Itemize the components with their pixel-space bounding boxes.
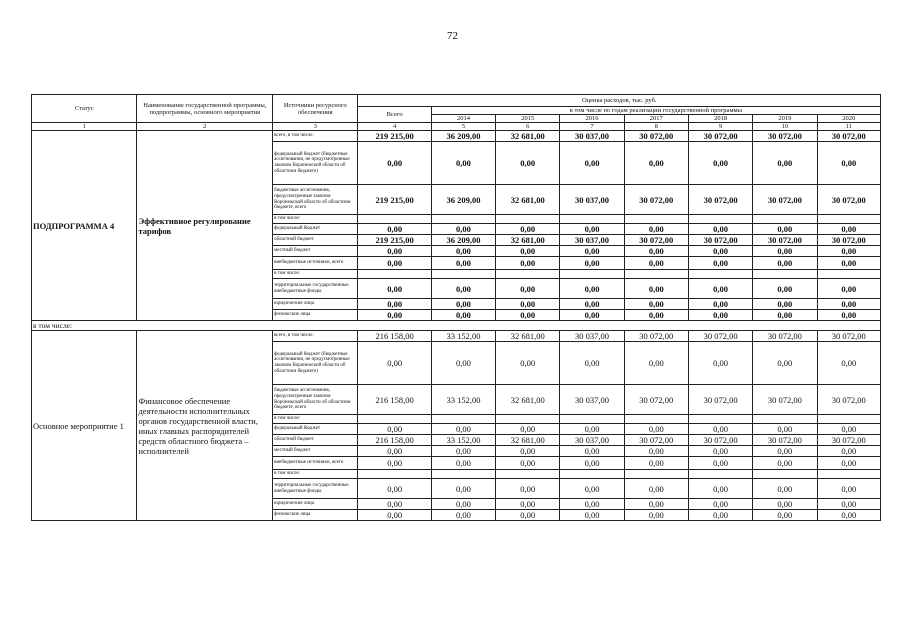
year-value-cell: 0,00 <box>817 499 881 510</box>
year-value-cell: 0,00 <box>753 246 817 257</box>
year-value-cell <box>753 270 817 279</box>
year-value-cell: 33 152,00 <box>431 435 495 446</box>
year-value-cell: 0,00 <box>624 479 688 499</box>
year-value-cell <box>560 215 624 224</box>
year-value-cell: 0,00 <box>688 310 752 321</box>
source-cell: местный бюджет <box>273 446 358 457</box>
source-cell: юридические лица <box>273 299 358 310</box>
source-cell: внебюджетные источники, всего <box>273 457 358 470</box>
year-value-cell: 30 072,00 <box>624 385 688 415</box>
total-value-cell: 219 215,00 <box>358 131 431 142</box>
year-value-cell: 30 037,00 <box>560 131 624 142</box>
year-value-cell <box>688 270 752 279</box>
year-value-cell: 0,00 <box>431 310 495 321</box>
year-value-cell <box>560 470 624 479</box>
year-value-cell: 0,00 <box>753 499 817 510</box>
year-value-cell: 0,00 <box>817 342 881 385</box>
year-value-cell: 0,00 <box>560 446 624 457</box>
year-value-cell: 30 072,00 <box>817 435 881 446</box>
year-value-cell: 30 072,00 <box>624 235 688 246</box>
year-value-cell: 0,00 <box>624 342 688 385</box>
year-value-cell: 0,00 <box>688 246 752 257</box>
expenditure-table <box>31 94 881 521</box>
source-cell: в том числе: <box>273 415 358 424</box>
col-num: 2 <box>137 123 273 131</box>
col-num: 11 <box>817 123 881 131</box>
table-row <box>32 331 881 342</box>
year-value-cell: 0,00 <box>496 257 560 270</box>
total-value-cell: 0,00 <box>358 510 431 521</box>
year-value-cell: 0,00 <box>688 424 752 435</box>
year-value-cell: 0,00 <box>624 246 688 257</box>
header-year: 2016 <box>560 115 624 123</box>
source-cell: физические лица <box>273 510 358 521</box>
year-value-cell: 30 037,00 <box>560 435 624 446</box>
total-value-cell: 0,00 <box>358 446 431 457</box>
year-value-cell <box>560 270 624 279</box>
total-value-cell: 216 158,00 <box>358 331 431 342</box>
total-value-cell <box>358 270 431 279</box>
year-value-cell: 32 681,00 <box>496 235 560 246</box>
total-value-cell: 216 158,00 <box>358 435 431 446</box>
year-value-cell: 30 072,00 <box>753 331 817 342</box>
year-value-cell: 0,00 <box>431 499 495 510</box>
source-cell: всего, в том числе: <box>273 131 358 142</box>
source-cell: местный бюджет <box>273 246 358 257</box>
year-value-cell: 0,00 <box>753 310 817 321</box>
year-value-cell: 30 072,00 <box>624 131 688 142</box>
year-value-cell: 33 152,00 <box>431 385 495 415</box>
source-cell: территориальные государственные внебюджетные фонды <box>273 479 358 499</box>
year-value-cell: 0,00 <box>431 299 495 310</box>
year-value-cell: 0,00 <box>753 279 817 299</box>
year-value-cell <box>624 215 688 224</box>
year-value-cell: 0,00 <box>496 479 560 499</box>
source-cell: в том числе: <box>273 470 358 479</box>
year-value-cell: 0,00 <box>431 479 495 499</box>
year-value-cell: 0,00 <box>753 224 817 235</box>
year-value-cell: 0,00 <box>753 257 817 270</box>
year-value-cell: 30 072,00 <box>624 435 688 446</box>
col-num: 3 <box>273 123 358 131</box>
year-value-cell: 30 072,00 <box>753 185 817 215</box>
year-value-cell: 0,00 <box>496 299 560 310</box>
total-value-cell: 0,00 <box>358 142 431 185</box>
total-value-cell: 0,00 <box>358 310 431 321</box>
year-value-cell: 36 209,00 <box>431 131 495 142</box>
year-value-cell: 0,00 <box>431 279 495 299</box>
source-cell: внебюджетные источники, всего <box>273 257 358 270</box>
year-value-cell: 0,00 <box>753 510 817 521</box>
year-value-cell: 0,00 <box>624 224 688 235</box>
header-year: 2014 <box>431 115 495 123</box>
year-value-cell: 0,00 <box>624 499 688 510</box>
year-value-cell <box>753 415 817 424</box>
year-value-cell: 0,00 <box>560 424 624 435</box>
year-value-cell: 0,00 <box>431 224 495 235</box>
year-value-cell: 0,00 <box>431 446 495 457</box>
year-value-cell: 0,00 <box>688 142 752 185</box>
total-value-cell: 0,00 <box>358 499 431 510</box>
year-value-cell <box>753 215 817 224</box>
year-value-cell: 30 037,00 <box>560 185 624 215</box>
header-sources: Источники ресурсного обеспечения <box>273 95 358 123</box>
header-status: Статус <box>32 95 137 123</box>
year-value-cell <box>817 470 881 479</box>
year-value-cell: 0,00 <box>753 446 817 457</box>
year-value-cell: 0,00 <box>496 446 560 457</box>
year-value-cell: 0,00 <box>753 479 817 499</box>
source-cell: территориальные государственные внебюджетные фонды <box>273 279 358 299</box>
year-value-cell: 30 072,00 <box>688 435 752 446</box>
source-cell: областной бюджет <box>273 235 358 246</box>
year-value-cell: 0,00 <box>431 510 495 521</box>
year-value-cell: 30 072,00 <box>688 385 752 415</box>
year-value-cell <box>624 415 688 424</box>
header-by-years: в том числе по годам реализации государственной программы <box>431 107 880 115</box>
page-number: 72 <box>447 30 458 42</box>
col-num: 7 <box>560 123 624 131</box>
year-value-cell: 0,00 <box>496 510 560 521</box>
year-value-cell: 30 072,00 <box>817 131 881 142</box>
year-value-cell: 0,00 <box>431 457 495 470</box>
year-value-cell: 30 072,00 <box>688 185 752 215</box>
status-cell: Основное мероприятие 1 <box>32 331 137 521</box>
source-cell: федеральный бюджет <box>273 424 358 435</box>
total-value-cell: 0,00 <box>358 257 431 270</box>
year-value-cell <box>560 415 624 424</box>
col-num: 10 <box>753 123 817 131</box>
year-value-cell: 0,00 <box>817 446 881 457</box>
year-value-cell: 30 072,00 <box>817 185 881 215</box>
total-value-cell: 0,00 <box>358 299 431 310</box>
year-value-cell: 0,00 <box>496 424 560 435</box>
year-value-cell <box>688 470 752 479</box>
year-value-cell: 0,00 <box>817 279 881 299</box>
year-value-cell: 0,00 <box>817 457 881 470</box>
year-value-cell: 0,00 <box>817 299 881 310</box>
year-value-cell: 0,00 <box>688 257 752 270</box>
year-value-cell: 30 072,00 <box>753 235 817 246</box>
col-num: 1 <box>32 123 137 131</box>
source-cell: бюджетные ассигнования, предусмотренные законом Воронежской области об областном бюджете, всего <box>273 185 358 215</box>
year-value-cell <box>496 270 560 279</box>
year-value-cell: 0,00 <box>431 342 495 385</box>
col-num: 6 <box>496 123 560 131</box>
year-value-cell <box>753 470 817 479</box>
header-total: Всего <box>358 107 431 123</box>
total-value-cell <box>358 215 431 224</box>
source-cell: в том числе: <box>273 215 358 224</box>
total-value-cell: 219 215,00 <box>358 185 431 215</box>
total-value-cell: 0,00 <box>358 424 431 435</box>
year-value-cell <box>431 470 495 479</box>
year-value-cell: 0,00 <box>496 224 560 235</box>
year-value-cell: 0,00 <box>560 279 624 299</box>
year-value-cell: 0,00 <box>560 499 624 510</box>
year-value-cell: 0,00 <box>624 310 688 321</box>
year-value-cell: 0,00 <box>688 457 752 470</box>
year-value-cell <box>431 215 495 224</box>
year-value-cell: 32 681,00 <box>496 131 560 142</box>
year-value-cell: 0,00 <box>496 457 560 470</box>
year-value-cell: 0,00 <box>560 510 624 521</box>
year-value-cell: 0,00 <box>753 299 817 310</box>
year-value-cell: 0,00 <box>496 279 560 299</box>
year-value-cell: 30 037,00 <box>560 331 624 342</box>
year-value-cell: 0,00 <box>817 246 881 257</box>
year-value-cell: 0,00 <box>624 299 688 310</box>
year-value-cell: 30 072,00 <box>753 435 817 446</box>
year-value-cell: 32 681,00 <box>496 185 560 215</box>
year-value-cell <box>496 470 560 479</box>
year-value-cell: 30 072,00 <box>753 385 817 415</box>
total-value-cell: 0,00 <box>358 479 431 499</box>
source-cell: федеральный бюджет (бюджетные ассигнования, не предусмотренные законом Воронежской области об областном бюджете) <box>273 142 358 185</box>
total-value-cell: 0,00 <box>358 246 431 257</box>
year-value-cell: 0,00 <box>817 257 881 270</box>
header-year: 2017 <box>624 115 688 123</box>
total-value-cell <box>358 415 431 424</box>
column-numbers-row <box>32 123 881 131</box>
year-value-cell: 0,00 <box>817 424 881 435</box>
col-num: 8 <box>624 123 688 131</box>
year-value-cell: 0,00 <box>688 510 752 521</box>
total-value-cell <box>358 470 431 479</box>
year-value-cell: 30 037,00 <box>560 385 624 415</box>
year-value-cell: 0,00 <box>688 446 752 457</box>
year-value-cell <box>496 215 560 224</box>
year-value-cell: 30 072,00 <box>817 235 881 246</box>
year-value-cell: 0,00 <box>817 479 881 499</box>
year-value-cell: 0,00 <box>560 299 624 310</box>
year-value-cell: 30 037,00 <box>560 235 624 246</box>
year-value-cell: 32 681,00 <box>496 331 560 342</box>
name-cell: Финансовое обеспечение деятельности исполнительных органов государственной власти, иных главных распорядителей средств областного бюджета – исполнителей <box>137 331 273 521</box>
header-year: 2020 <box>817 115 881 123</box>
header-year: 2019 <box>753 115 817 123</box>
year-value-cell: 0,00 <box>496 310 560 321</box>
year-value-cell: 0,00 <box>560 224 624 235</box>
year-value-cell: 30 072,00 <box>753 131 817 142</box>
year-value-cell: 30 072,00 <box>624 185 688 215</box>
total-value-cell: 219 215,00 <box>358 235 431 246</box>
year-value-cell <box>431 415 495 424</box>
total-value-cell: 0,00 <box>358 224 431 235</box>
year-value-cell: 0,00 <box>688 342 752 385</box>
year-value-cell: 36 209,00 <box>431 185 495 215</box>
col-num: 5 <box>431 123 495 131</box>
year-value-cell <box>817 415 881 424</box>
source-cell: юридические лица <box>273 499 358 510</box>
year-value-cell: 0,00 <box>624 257 688 270</box>
header-estimate: Оценка расходов, тыс. руб. <box>358 95 881 107</box>
year-value-cell: 0,00 <box>560 479 624 499</box>
header-year: 2015 <box>496 115 560 123</box>
source-cell: федеральный бюджет (бюджетные ассигнования, не предусмотренные законом Воронежской области об областном бюджете) <box>273 342 358 385</box>
year-value-cell: 33 152,00 <box>431 331 495 342</box>
total-value-cell: 0,00 <box>358 457 431 470</box>
source-cell: областной бюджет <box>273 435 358 446</box>
year-value-cell: 0,00 <box>496 342 560 385</box>
year-value-cell <box>431 270 495 279</box>
source-cell: физические лица <box>273 310 358 321</box>
year-value-cell: 0,00 <box>560 142 624 185</box>
year-value-cell <box>817 215 881 224</box>
separator-row <box>32 321 881 331</box>
year-value-cell: 0,00 <box>624 510 688 521</box>
year-value-cell: 0,00 <box>560 457 624 470</box>
year-value-cell: 32 681,00 <box>496 435 560 446</box>
total-value-cell: 0,00 <box>358 279 431 299</box>
year-value-cell: 0,00 <box>688 224 752 235</box>
year-value-cell: 30 072,00 <box>688 331 752 342</box>
header-name: Наименование государственной программы, подпрограммы, основного мероприятия <box>137 95 273 123</box>
year-value-cell: 30 072,00 <box>688 235 752 246</box>
year-value-cell: 0,00 <box>817 310 881 321</box>
year-value-cell: 0,00 <box>753 342 817 385</box>
year-value-cell: 32 681,00 <box>496 385 560 415</box>
col-num: 4 <box>358 123 431 131</box>
year-value-cell: 0,00 <box>431 246 495 257</box>
header-year: 2018 <box>688 115 752 123</box>
year-value-cell: 0,00 <box>560 257 624 270</box>
source-cell: всего, в том числе: <box>273 331 358 342</box>
year-value-cell: 0,00 <box>817 142 881 185</box>
year-value-cell: 0,00 <box>817 224 881 235</box>
year-value-cell: 0,00 <box>624 424 688 435</box>
year-value-cell: 36 209,00 <box>431 235 495 246</box>
year-value-cell: 0,00 <box>624 142 688 185</box>
year-value-cell: 0,00 <box>688 299 752 310</box>
year-value-cell: 0,00 <box>431 142 495 185</box>
year-value-cell: 0,00 <box>496 499 560 510</box>
year-value-cell <box>624 270 688 279</box>
year-value-cell: 0,00 <box>624 446 688 457</box>
source-cell: в том числе: <box>273 270 358 279</box>
year-value-cell: 30 072,00 <box>817 385 881 415</box>
year-value-cell: 0,00 <box>560 246 624 257</box>
col-num: 9 <box>688 123 752 131</box>
year-value-cell: 0,00 <box>753 142 817 185</box>
year-value-cell: 0,00 <box>753 424 817 435</box>
year-value-cell: 0,00 <box>496 246 560 257</box>
source-cell: федеральный бюджет <box>273 224 358 235</box>
separator-label: в том числе: <box>32 321 881 331</box>
year-value-cell <box>688 215 752 224</box>
year-value-cell: 0,00 <box>753 457 817 470</box>
year-value-cell: 0,00 <box>560 342 624 385</box>
total-value-cell: 0,00 <box>358 342 431 385</box>
year-value-cell: 0,00 <box>688 499 752 510</box>
name-cell: Эффективное регулирование тарифов <box>137 131 273 321</box>
year-value-cell: 0,00 <box>817 510 881 521</box>
year-value-cell <box>624 470 688 479</box>
year-value-cell <box>688 415 752 424</box>
year-value-cell: 0,00 <box>688 279 752 299</box>
table-row <box>32 131 881 142</box>
year-value-cell: 0,00 <box>560 310 624 321</box>
year-value-cell <box>817 270 881 279</box>
source-cell: бюджетные ассигнования, предусмотренные законом Воронежской области об областном бюджете, всего <box>273 385 358 415</box>
year-value-cell: 30 072,00 <box>817 331 881 342</box>
year-value-cell: 0,00 <box>624 279 688 299</box>
year-value-cell: 0,00 <box>688 479 752 499</box>
year-value-cell: 0,00 <box>431 257 495 270</box>
year-value-cell <box>496 415 560 424</box>
year-value-cell: 0,00 <box>431 424 495 435</box>
year-value-cell: 30 072,00 <box>688 131 752 142</box>
year-value-cell: 0,00 <box>624 457 688 470</box>
status-cell: ПОДПРОГРАММА 4 <box>32 131 137 321</box>
total-value-cell: 216 158,00 <box>358 385 431 415</box>
year-value-cell: 0,00 <box>496 142 560 185</box>
year-value-cell: 30 072,00 <box>624 331 688 342</box>
